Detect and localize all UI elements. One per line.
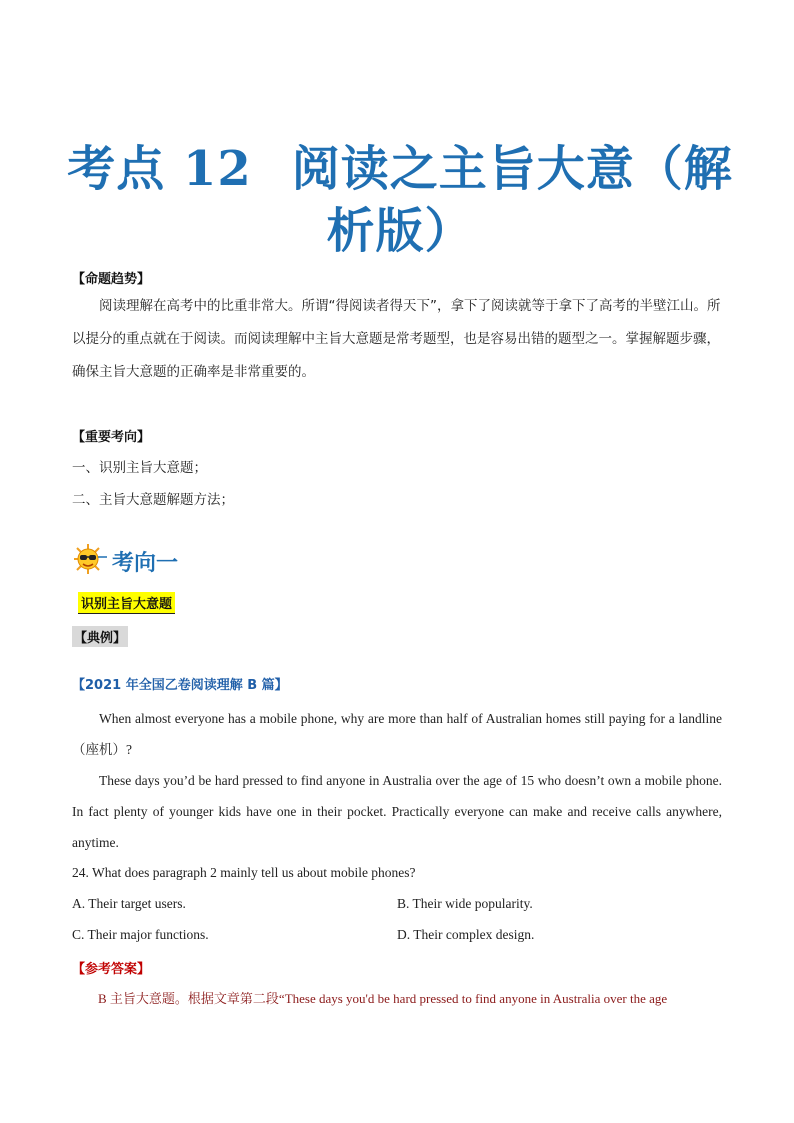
passage-paragraph-2: These days you’d be hard pressed to find anyone in Australia over the age of 15 who doesn’t own a mobile phone. In fact plenty of younger kids have one in their pocket. Practically everyone can make and receive calls anywhere, anytime.: [72, 773, 722, 850]
direction-item-1: 一、识别主旨大意题；: [72, 460, 207, 476]
title-line-2: 析版）: [326, 203, 474, 259]
answer-heading: 【参考答案】: [72, 962, 151, 977]
highlighted-subtopic: 识别主旨大意题: [78, 592, 175, 614]
option-c: C. Their major functions.: [72, 927, 209, 942]
kaoxiang-header: [72, 542, 178, 580]
title-line-1: [60, 138, 740, 200]
trend-paragraph: 阅读理解在高考中的比重非常大。所谓“得阅读者得天下”，拿下了阅读就等于拿下了高考的半壁江山。所以提分的重点就在于阅读。而阅读理解中主旨大意题是常考题型，也是容易出错的题型之一。掌握解题步骤，确保主旨大意题的正确率是非常重要的。: [72, 298, 721, 380]
example-tag: 【典例】: [72, 626, 128, 647]
directions-heading: 【重要考向】: [72, 430, 151, 445]
kaoxiang-label: 考向一: [112, 550, 179, 576]
title-topic-number: 考点 12: [67, 141, 252, 197]
question-24: 24. What does paragraph 2 mainly tell us about mobile phones?: [72, 865, 416, 880]
answer-text: B 主旨大意题。根据文章第二段“These days you'd be hard pressed to find anyone in Australia over the age: [98, 991, 668, 1006]
option-b: B. Their wide popularity.: [397, 896, 533, 911]
sun-with-sunglasses-icon: [72, 543, 108, 579]
passage-paragraph-1: When almost everyone has a mobile phone, why are more than half of Australian homes still paying for a landline（座机）?: [72, 711, 722, 757]
trend-heading: 【命题趋势】: [72, 272, 151, 287]
page-title: [60, 138, 740, 262]
option-d: D. Their complex design.: [397, 927, 535, 942]
example-source: 【2021 年全国乙卷阅读理解 B 篇】: [72, 678, 288, 693]
title-topic-name: 阅读之主旨大意（解: [291, 141, 733, 197]
direction-item-2: 二、主旨大意题解题方法；: [72, 492, 234, 508]
option-a: A. Their target users.: [72, 896, 186, 911]
